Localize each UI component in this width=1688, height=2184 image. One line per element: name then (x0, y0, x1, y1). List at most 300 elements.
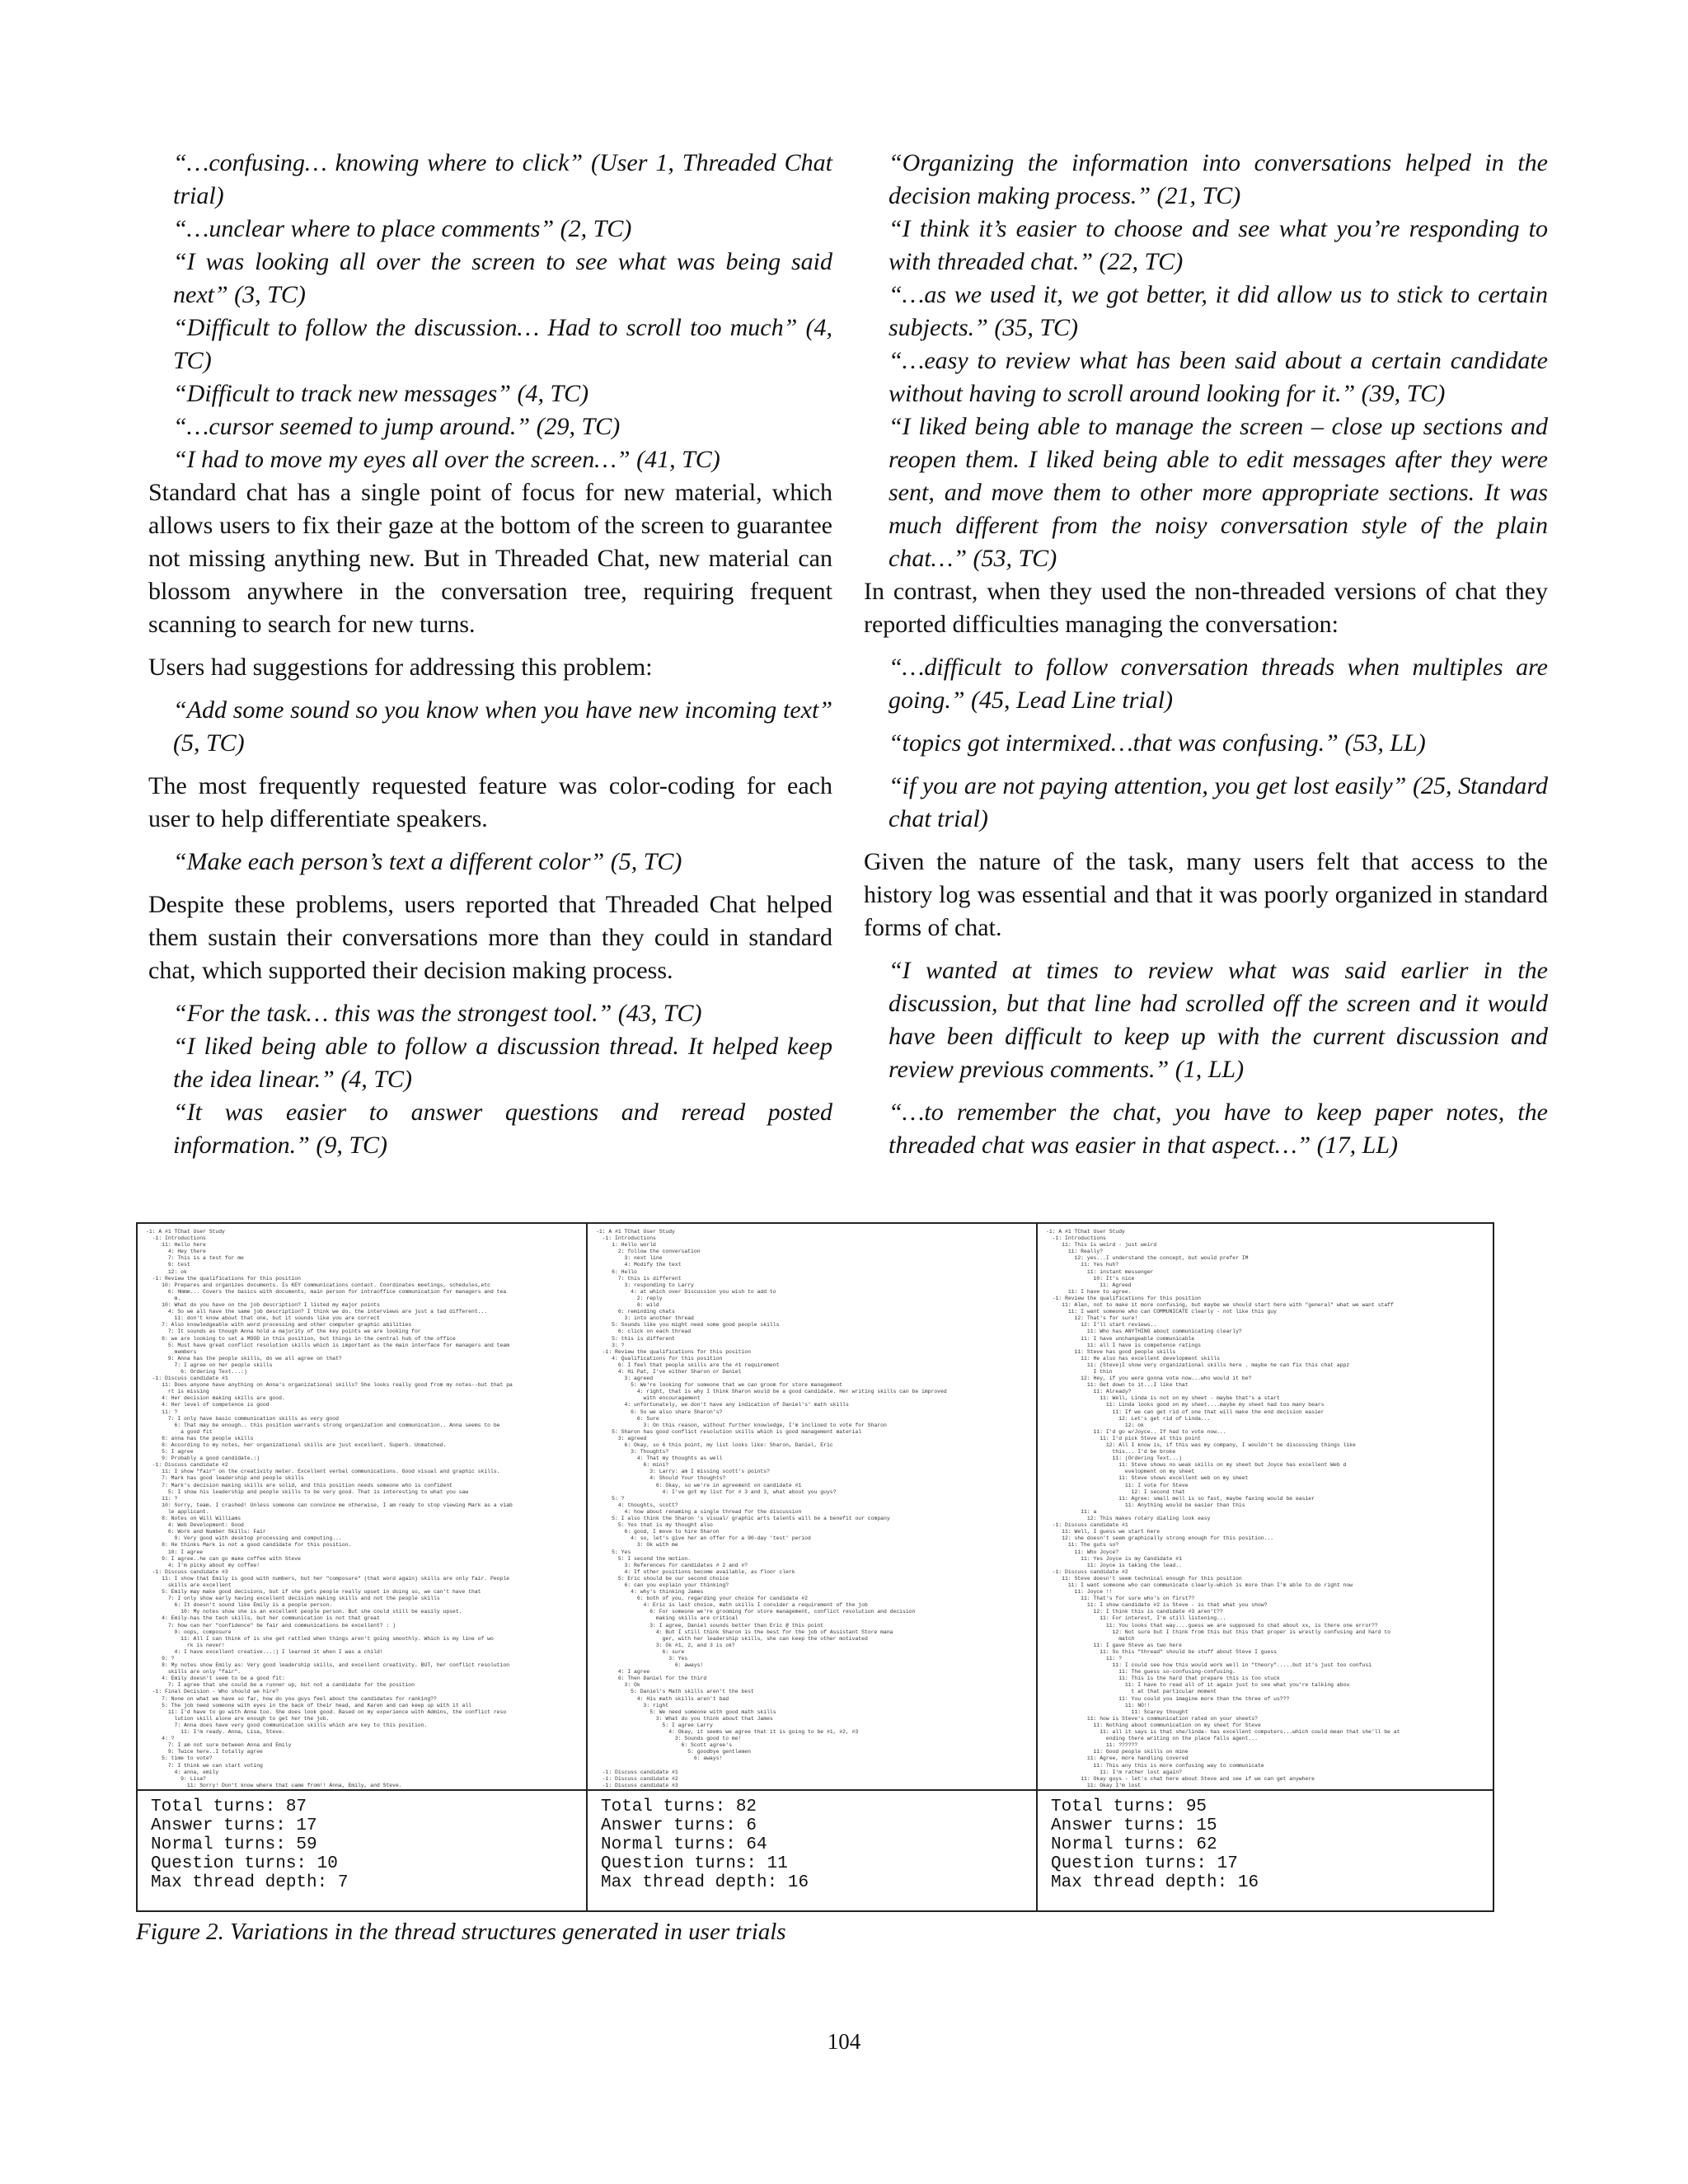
thread-line: 4: So we all have the same job description? I think we do. the interviews are just a tad different... (146, 1309, 488, 1315)
stat-max-thread-depth: Max thread depth: 16 (601, 1873, 809, 1892)
thread-line: 11: Good people skills on mine (1046, 1749, 1189, 1755)
thread-line: -1: Discuss candidate #3 (596, 1782, 678, 1788)
thread-line: 4: Modify the text (596, 1262, 682, 1268)
stat-normal-turns: Normal turns: 62 (1051, 1835, 1217, 1854)
thread-line: 11: I have to agree. (1046, 1288, 1132, 1295)
thread-line: 4: Qualifications for this position (596, 1355, 723, 1361)
thread-line: 4: Emily-has the tech skills, but her communication is not that great (146, 1615, 380, 1622)
body-paragraph: Standard chat has a single point of focus for new material, which allows users to fix their gaze at the bottom of the screen to guarantee not missing anything new. But in Threaded Chat, new material can blossom anywhere in the conversation tree, requiring frequent scanning to search for new turns. (148, 479, 832, 638)
thread-line: 8: He thinks Mark is not a good candidate for this position. (146, 1542, 352, 1549)
thread-line: ger, with her leadership skills, she can keep the other motivated (596, 1635, 868, 1642)
stat-answer-turns: Answer turns: 15 (1051, 1816, 1217, 1835)
thread-line: 11: instant messenger (1046, 1268, 1154, 1275)
body-paragraph: Users had suggestions for addressing this problem: (148, 654, 653, 681)
thread-line: 11: I vote for Steve (1046, 1482, 1189, 1488)
thread-line: 4: His math skills aren't bad (596, 1695, 729, 1702)
thread-line: 4: ? (146, 1736, 175, 1742)
thread-line: 11: I have to read all of it again just to see what you're talking abou (1046, 1682, 1350, 1689)
thread-line: 7: It sounds as though Anna hold a majority of the key points we are looking for (146, 1329, 421, 1335)
left-quotes-d (148, 997, 832, 1162)
thread-line: 6: For someone we're grooming for store management, conflict resolution and decision (596, 1609, 916, 1615)
thread-line: 4: so, let's give her an offer for a 90-day 'test' period (596, 1535, 811, 1542)
quote: “…cursor seemed to jump around.” (29, TC) (173, 413, 621, 440)
stat-total-turns: Total turns: 82 (601, 1797, 757, 1816)
thread-line: 11: Joyce !! (1046, 1589, 1113, 1596)
thread-line: 12: That's for sure! (1046, 1315, 1138, 1322)
thread-line: 4: Eric is last choice, math skills I consider a requirement of the job (596, 1602, 868, 1609)
thread-line: 3: ? (596, 1342, 625, 1348)
thread-line (596, 1789, 1028, 1791)
thread-line: 9: ? (146, 1656, 175, 1661)
thread-line: 4: I agree (596, 1669, 650, 1675)
thread-line: t at that particular moment (1046, 1689, 1217, 1695)
thread-line: 9: Very good with desktop processing and computing... (146, 1535, 342, 1542)
thread-line: -1: A #1 TChat User Study (146, 1229, 225, 1235)
thread-line: -1: Introductions (596, 1235, 656, 1242)
thread-line: 5: I also think the Sharon 's visual/ graphic arts talents will be a benefit our company (596, 1516, 890, 1522)
quote: “I was looking all over the screen to see what was being said next” (3, TC) (173, 248, 832, 308)
thread-line: 12: This makes rotary dialing look easy (1046, 1516, 1211, 1522)
thread-line: 11: Sorry! Don't know where that came from!! Anna, Emily, and Steve. (146, 1782, 402, 1788)
thread-line: 6: sure (596, 1648, 685, 1655)
thread-line: 3: Ok (596, 1682, 640, 1689)
thread-line: 12: I second that (1046, 1488, 1185, 1495)
thread-line: 5: Must have great conflict resolution skills which is important as the main interface for managers and team (146, 1342, 510, 1348)
thread-line: 8: we are looking to set a MOOD in this position, but things in the central hub of the office (146, 1335, 456, 1342)
thread-line: 11: This any this is more confusing way to communicate (1046, 1762, 1264, 1769)
right-column (864, 147, 1548, 1162)
thread-line: -1: Final Decision - Who should we hire? (146, 1689, 279, 1695)
thread-line: 12: I think this is candidate #3 aren't?? (1046, 1609, 1223, 1615)
thread-line: 7: this is different (596, 1275, 682, 1282)
thread-line: 5: I agree Larry (596, 1722, 713, 1728)
thread-line: 9: I agree..he can go make coffee with Steve (146, 1555, 301, 1562)
thread-line: 7: This is a test for me (146, 1255, 244, 1262)
thread-line: 7: I only show early having excellent decision making skills and not the people skills (146, 1596, 440, 1602)
stat-total-turns: Total turns: 95 (1051, 1797, 1207, 1816)
thread-line: 11: Really? (1046, 1249, 1104, 1255)
thread-line: 3: Thoughts? (596, 1449, 669, 1455)
thread-line: 7: None on what we have so far, how do you guys feel about the candidates for ranking?? (146, 1695, 437, 1702)
right-quotes-a (864, 147, 1548, 575)
thread-line: 4: If other positions become available, as floor clerk (596, 1568, 795, 1575)
thread-line: 3: right (596, 1702, 669, 1708)
thread-line: 11: Yes huh? (1046, 1262, 1119, 1268)
thread-line: 11: ? (146, 1495, 178, 1502)
thread-line: 8: anna has the people skills (146, 1435, 254, 1441)
thread-line: 4: Hey there (146, 1249, 206, 1255)
thread-line: 12: ok (146, 1268, 187, 1275)
thread-line: 11: The guess so-confusing-confusing. (1046, 1669, 1236, 1675)
stat-answer-turns: Answer turns: 17 (151, 1816, 317, 1835)
thread-line: 7: Mark's decision making skills are solid, and this position needs someone who is confident (146, 1482, 452, 1488)
thread-line: 4: right, that is why I think Sharon would be a good candidate. Her writing skills can be improved (596, 1389, 947, 1395)
thread-line: 3: next line (596, 1255, 663, 1262)
thread-line: 4: at which over Discussion you wish to add to (596, 1288, 776, 1295)
thread-line: 6: mini? (596, 1462, 669, 1469)
quote: “Difficult to track new messages” (4, TC) (173, 380, 589, 407)
thread-line: 5: time to vote? (146, 1755, 213, 1762)
thread-line: 11: how is Steve's communication rated on your sheets? (1046, 1715, 1258, 1722)
thread-line: 11: All I can think of is she get rattled when things aren't going smoothly. Which is my line of wo (146, 1635, 494, 1642)
thread-line: -1: Discuss candidate #1 (1046, 1522, 1128, 1529)
thread-line: 11: Well, Linda is not on my sheet - maybe that's a start (1046, 1395, 1280, 1402)
thread-line: 11: That's for sure who's on first?? (1046, 1596, 1195, 1602)
thread-line: 11: You could you imagine more than the three of us??? (1046, 1695, 1290, 1702)
thread-line: 11: NO!! (1046, 1702, 1151, 1708)
thread-line: -1: Introductions (1046, 1235, 1106, 1242)
thread-line: 11: He also has excellent development skills (1046, 1355, 1220, 1361)
thread-transcript (588, 1224, 1036, 1791)
quote: “…unclear where to place comments” (2, TC) (173, 215, 632, 242)
thread-line: 11: Steve shows no weak skills on my sheet but Joyce has excellent Web d (1046, 1462, 1347, 1469)
thread-line: 11: I show "fair" on the creativity meter. Excellent verbal communications. Good visual and graphic skills. (146, 1469, 500, 1475)
thread-line: 10: What do you have on the job description? I listed my major points (146, 1302, 380, 1309)
thread-line: 11: Get down to it...I like that (1046, 1382, 1189, 1389)
thread-line: -1: Discuss candidate #2 (146, 1462, 228, 1469)
thread-line: 12: Not sure but I think from this but this that proper is wrestly confusing and hard to (1046, 1629, 1391, 1635)
thread-line: 11: Steve doesn't seem technical enough for this position (1046, 1575, 1242, 1582)
thread-line: 11: I show candidate #2 is Steve - is that what you show? (1046, 1602, 1268, 1609)
thread-line (146, 1789, 578, 1791)
thread-line: 4: thoughts, scott? (596, 1502, 678, 1508)
thread-line: 11: Yes Joyce is my Candidate #1 (1046, 1555, 1182, 1562)
thread-line: 4: anna, emily (146, 1769, 219, 1775)
thread-line: 9: Lisa? (146, 1775, 206, 1782)
thread-line: with encouragement (596, 1395, 701, 1402)
thread-line: 11: ? (146, 1408, 178, 1415)
thread-line: 6: I feel that people skills are the #1 requirement (596, 1361, 780, 1368)
thread-line: 10: Sorry, team. I crashed! Unless someone can convince me otherwise, I am ready to stop viewing Mark as a viab (146, 1502, 513, 1508)
thread-line: -1: A #1 TChat User Study (1046, 1229, 1125, 1235)
thread-line: 5: I second the motion. (596, 1555, 692, 1562)
thread-line: 11: So this "thread" should be stuff about Steve I guess (1046, 1648, 1277, 1655)
thread-line: 11: ? (1046, 1656, 1123, 1661)
quote: “I think it’s easier to choose and see what you’re responding to with threaded chat.” (22, TC) (889, 215, 1548, 275)
thread-line: 11: Okay I'm lost (1046, 1782, 1142, 1788)
stat-question-turns: Question turns: 11 (601, 1854, 788, 1873)
thread-line: 11: I could see how this would work well in "theory".....but it's just too confusi (1046, 1662, 1372, 1669)
thread-line: match (1046, 1635, 1135, 1642)
thread-line: ending there writing on the place falls agent... (1046, 1736, 1258, 1742)
figure-panel-1 (138, 1224, 588, 1910)
thread-line: rt is missing (146, 1389, 209, 1395)
thread-line: 4: why's thinking James (596, 1589, 704, 1596)
quote: “…difficult to follow conversation threads when multiples are going.” (45, Lead Line trial) (889, 654, 1548, 714)
thread-line: 8: Notes on Will Williams (146, 1516, 241, 1522)
thread-line: m. (146, 1295, 181, 1301)
thread-line: 3: into another thread (596, 1315, 694, 1322)
thread-line: 11: Agree, more handling covered (1046, 1755, 1189, 1762)
thread-line: 5: I agree (146, 1449, 194, 1455)
thread-line: 5: Emily may make good decisions, but if she gets people really upset in doing so, we can't have that (146, 1589, 481, 1596)
thread-line: a good fit (146, 1428, 213, 1435)
thread-line: 5: I show his leadership and people skills to be very good. That is interesting to what you saw (146, 1488, 469, 1495)
thread-line: 7: I think we can start voting (146, 1762, 263, 1769)
thread-line: 4: I have excellent creative...:) I learned it when I was a child! (146, 1648, 383, 1655)
thread-line: 11: Nothing about communication on my sheet for Steve (1046, 1722, 1261, 1728)
thread-line: 6: reminding chats (596, 1309, 675, 1315)
thread-line: 12: yes...I understand the concept, but would prefer IM (1046, 1255, 1249, 1262)
body-paragraph: Despite these problems, users reported that Threaded Chat helped them sustain their conversations more than they could in standard chat, which supported their decision making process. (148, 891, 832, 984)
thread-line: 11: Agree: small mell is so fast, maybe faxing would be easier (1046, 1495, 1315, 1502)
thread-transcript (1038, 1224, 1493, 1791)
quote: “if you are not paying attention, you get lost easily” (25, Standard chat trial) (889, 772, 1548, 832)
thread-line: 10: Prepares and organizes documents. Is KEY communications contact. Coordinates meetings, schedules,etc (146, 1282, 491, 1288)
figure-panel-2 (588, 1224, 1038, 1910)
left-column (148, 147, 832, 1162)
thread-line: 3: responding to Larry (596, 1282, 694, 1288)
thread-line: 11: Who Joyce? (1046, 1549, 1119, 1555)
stat-answer-turns: Answer turns: 6 (601, 1816, 757, 1835)
thread-line: 3: On this reason, without further knowledge, I'm inclined to vote for Sharon (596, 1422, 887, 1428)
thread-line: 6: both of you, regarding your choice for candidate #2 (596, 1596, 808, 1602)
thread-line: 11: Alan, not to make it more confusing, but maybe we should start here with "general" what we want staff (1046, 1302, 1394, 1309)
thread-line: 7: I agree on her people skills (146, 1361, 273, 1368)
quote: “…to remember the chat, you have to keep paper notes, the threaded chat was easier in that aspect…” (17, LL) (889, 1099, 1548, 1159)
thread-line: 3: References for candidates # 2 and #? (596, 1562, 748, 1568)
quote: “Add some sound so you know when you have new incoming text” (5, TC) (173, 696, 832, 757)
thread-line: 4: But I still think Sharon is the best for the job of Assistant Store mana (596, 1629, 893, 1635)
thread-line: 5: Yes (596, 1549, 631, 1555)
thread-line: this... I'd be broke (1046, 1449, 1176, 1455)
thread-line: -1: Discuss candidate #1 (146, 1376, 228, 1382)
thread-line: 5: this is different (596, 1335, 675, 1342)
thread-line: 6: So we also share Sharon's? (596, 1408, 723, 1415)
thread-stats (1051, 1797, 1259, 1892)
thread-line: 12: ok (1046, 1422, 1144, 1428)
thread-line: rk is never! (146, 1642, 225, 1648)
thread-line: 6: Hello (596, 1268, 637, 1275)
body-paragraph: The most frequently requested feature was color-coding for each user to help differentiate speakers. (148, 772, 832, 832)
thread-line: 6: can you explain your thinking? (596, 1582, 729, 1588)
thread-line: 11: I show that Emily is good with numbers, but her "composure" (that word again) skills are only fair. People (146, 1575, 510, 1582)
thread-line: -1: Review the qualifications for this position (596, 1348, 751, 1355)
thread-line: 11: I'd pick Steve at this point (1046, 1435, 1201, 1441)
thread-line: 6: It doesn't sound like Emily is a people person. (146, 1602, 333, 1609)
thread-line: -1: Review the qualifications for this position (1046, 1295, 1201, 1301)
quote: “I wanted at times to review what was said earlier in the discussion, but that line had scrolled off the screen and it would have been difficult to keep up with the current discussion and review previous comments.” (1, LL) (889, 957, 1548, 1083)
thread-line: 4: Her level of competence is good (146, 1402, 270, 1408)
stat-question-turns: Question turns: 17 (1051, 1854, 1238, 1873)
thread-line: 12: I'll start reviews.. (1046, 1322, 1157, 1329)
thread-line: 4: Emily doesn't seem to be a good fit: (146, 1675, 285, 1682)
thread-line: 11: Linda looks good on my sheet....maybe my sheet had too many bears (1046, 1402, 1325, 1408)
thread-line: 6: Okay, so we're in agreement on candidate #1 (596, 1482, 802, 1488)
quote: “It was easier to answer questions and reread posted information.” (9, TC) (173, 1099, 832, 1159)
thread-line: 4: Web Development: Good (146, 1522, 244, 1529)
thread-line: 7: how can her "confidence" be fair and communications be excellent? : ) (146, 1622, 396, 1629)
thread-line: 11: Joyce is taking the lead.. (1046, 1562, 1182, 1568)
quote: “For the task… this was the strongest tool.” (43, TC) (173, 1000, 702, 1027)
thread-line: le applicant. (146, 1508, 209, 1515)
thread-line: 11: all it says is that she/linda- has excellent computers...which could mean that she'll be at (1046, 1729, 1400, 1736)
quote: “Difficult to follow the discussion… Had to scroll too much” (4, TC) (173, 314, 832, 374)
thread-line: 11: don't know about that one, but it sounds like you are correct (146, 1315, 380, 1322)
thread-line: 1: Hello world (596, 1242, 656, 1249)
stat-normal-turns: Normal turns: 59 (151, 1835, 317, 1854)
thread-line: 5: ? (596, 1495, 625, 1502)
thread-line: 11: I'd go w/Joyce.. If had to vote now... (1046, 1428, 1226, 1435)
thread-line: 4: Her decision making skills are good. (146, 1395, 285, 1402)
thread-line: 11: (Ordering Text...) (1046, 1455, 1182, 1462)
thread-line: 4: Okay, it seems we agree that it is going to be #1, #2, #3 (596, 1729, 859, 1736)
thread-line: 11: The guts so? (1046, 1542, 1119, 1549)
page-number: 104 (827, 2029, 861, 2054)
thread-line: 5: Sharon has good conflict resolution skills which is good management material (596, 1428, 862, 1435)
quote: “…as we used it, we got better, it did allow us to stick to certain subjects.” (35, TC) (889, 281, 1548, 341)
thread-line: 11: You looks that way....guess we are supposed to chat about xx, is there one error?? (1046, 1622, 1378, 1629)
thread-line: 4: Hi Pat, I've either Sharon or Daniel (596, 1368, 742, 1375)
thread-line: 7: I only have basic communication skills as very good (146, 1415, 339, 1422)
thread-line: 6: Work and Number Skills: Fair (146, 1529, 266, 1535)
thread-line: 4: how about renaming a single thread for the discussion (596, 1508, 802, 1515)
quote: “…confusing… knowing where to click” (User 1, Threaded Chat trial) (173, 149, 832, 209)
thread-line: 6: Scott agree's (596, 1742, 732, 1749)
stat-total-turns: Total turns: 87 (151, 1797, 307, 1816)
thread-line: 11: Okay guys - let's chat here about Steve and see if we can get anywhere (1046, 1775, 1315, 1782)
thread-line: I thin (1046, 1368, 1113, 1375)
thread-line: -1: Discuss candidate #2 (596, 1775, 678, 1782)
thread-stats (151, 1797, 348, 1892)
thread-line: 5: Daniel's Math skills aren't the best (596, 1689, 754, 1695)
thread-line: 11: a (1046, 1508, 1097, 1515)
thread-line: 3: Ok with me (596, 1542, 678, 1549)
thread-line: 11: I'd have to go with Anna too. She does look good. Based on my experience with Admins, the conflict reso (146, 1708, 507, 1715)
thread-line: 7: I agree that she could be a runner up, but not a candidate for the position (146, 1682, 415, 1689)
thread-line (596, 1763, 1028, 1769)
thread-line: evelopment on my sheet (1046, 1469, 1195, 1475)
figure-thread-structures (136, 1222, 1494, 1912)
quote: “Organizing the information into conversations helped in the decision making process.” (21, TC) (889, 149, 1548, 209)
thread-line: -1: Discuss candidate #2 (1046, 1568, 1128, 1575)
thread-line: 11: Who has ANYTHING about communicating clearly? (1046, 1329, 1242, 1335)
thread-line: 6: aways! (596, 1755, 723, 1762)
stat-max-thread-depth: Max thread depth: 16 (1051, 1873, 1259, 1892)
quote: “…easy to review what has been said about a certain candidate without having to scroll around looking for it.” (39, TC) (889, 347, 1548, 407)
thread-line: 11: Anything would be easier than this (1046, 1502, 1245, 1508)
thread-line: -1: Discuss candidate #3 (146, 1568, 228, 1575)
thread-line: 11: (Steve)I show very organizational skills here . maybe he can fix this chat appz (1046, 1361, 1350, 1368)
thread-line: 6: Ordering Text...:) (146, 1368, 247, 1375)
figure-caption: Figure 2. Variations in the thread structures generated in user trials (136, 1919, 786, 1945)
thread-line: 11: Well, I guess we start here (1046, 1529, 1160, 1535)
thread-line: lution skill alone are enough to get her the job. (146, 1715, 330, 1722)
thread-line: skills are excellent (146, 1582, 232, 1588)
thread-line: 3: What do you think about that James (596, 1715, 773, 1722)
thread-line: 5: Eric should be our second choice (596, 1575, 729, 1582)
thread-line: 12: Let's get rid of Linda... (1046, 1415, 1211, 1422)
thread-line: 10: I agree (146, 1549, 204, 1555)
thread-line: 3: agreed (596, 1376, 654, 1382)
thread-line: 11: Steve has good people skills (1046, 1348, 1176, 1355)
thread-line: 11: Agreed (1046, 1282, 1132, 1288)
thread-line: 11: If we can get rid of one that will make the end decision easier (1046, 1408, 1325, 1415)
thread-line: 11: For interest, I'm still listening... (1046, 1615, 1226, 1622)
stat-question-turns: Question turns: 10 (151, 1854, 338, 1873)
body-paragraph: In contrast, when they used the non-threaded versions of chat they reported difficulties managing the conversation: (864, 578, 1548, 638)
thread-line: 6: Then Daniel for the third (596, 1675, 707, 1682)
figure-panel-3 (1038, 1224, 1493, 1910)
thread-line: 10: It's nice (1046, 1275, 1135, 1282)
thread-line: -1: Discuss candidate #1 (596, 1769, 678, 1775)
thread-line: 2: reply (596, 1295, 663, 1301)
quote: “Make each person’s text a different color” (5, TC) (173, 848, 682, 875)
quote: “topics got intermixed…that was confusing.” (53, LL) (889, 729, 1426, 757)
thread-line: 12: she doesn't seem graphically strong enough for this position... (1046, 1535, 1274, 1542)
thread-line: 6: wild (596, 1302, 659, 1309)
thread-line: 11: This is weird - just weird (1046, 1242, 1157, 1249)
thread-line: 9: Anna has the people skills, do we all agree on that? (146, 1355, 342, 1361)
thread-line: 5: We need someone with good math skills (596, 1708, 776, 1715)
thread-line: 11: I'm ready. Anna, Lisa, Steve. (146, 1729, 285, 1736)
thread-line: 11: ?????? (1046, 1742, 1138, 1749)
thread-line: 7: Also knowledgeable with word processing and other computer graphic abilities (146, 1322, 412, 1329)
thread-line: 7: Anna does have very good communication skills which are key to this position. (146, 1722, 428, 1728)
thread-transcript (138, 1224, 586, 1791)
thread-line: 3: Larry: am I missing scott's points? (596, 1469, 770, 1475)
thread-line: 11: I have unchangeable communicable (1046, 1335, 1195, 1342)
thread-line (1046, 1789, 1484, 1791)
thread-line: 11: Does anyone have anything on Anna's organizational skills? She looks really good from my notes--but that pa (146, 1382, 513, 1389)
thread-line: 4: I've got my list for # 3 and 3, what about you guys? (596, 1488, 837, 1495)
thread-line: 8: According to my notes, her organizational skills are just excellent. Superb. Unmatched. (146, 1442, 447, 1448)
thread-line: 6: Hmmm... Covers the basics with documents, main person for intraoffice communication for managers and tea (146, 1288, 507, 1295)
quote: “I liked being able to follow a discussion thread. It helped keep the idea linear.” (4, TC) (173, 1033, 832, 1093)
thread-line: 3: Sounds good to me! (596, 1736, 742, 1742)
thread-line: 12: All I know is, if this was my company, I wouldn't be discussing things like (1046, 1442, 1356, 1448)
thread-line: 6: aways! (596, 1662, 704, 1669)
thread-line: 6: click on each thread (596, 1329, 692, 1335)
thread-line: 3: Ok #1, 2, and 3 is ok? (596, 1642, 735, 1648)
thread-line: -1: Review the qualifications for this position (146, 1275, 301, 1282)
thread-line: 11: Scarey thought (1046, 1708, 1189, 1715)
stat-max-thread-depth: Max thread depth: 7 (151, 1873, 349, 1892)
thread-line: 12: Hey, if you were gonna vote now...who would it be? (1046, 1376, 1252, 1382)
thread-line: 4: That my thoughts as well (596, 1455, 723, 1462)
thread-line: members (146, 1348, 197, 1355)
thread-line: 10: My notes show she is an excellent people person. But she could still be easily upset. (146, 1609, 462, 1615)
thread-line: 3: agreed (596, 1435, 647, 1441)
thread-line: 9: test (146, 1262, 190, 1268)
left-quotes-a (148, 147, 832, 476)
thread-line: skills are only "fair". (146, 1669, 241, 1675)
thread-line: making skills are critical (596, 1615, 738, 1622)
thread-line: 5: We're looking for someone that we can groom for store management (596, 1382, 843, 1389)
thread-line: 11: I want someone who can COMMUNICATE clearly - not like this guy (1046, 1309, 1277, 1315)
quote: “I had to move my eyes all over the screen…” (41, TC) (173, 446, 720, 473)
body-paragraph: Given the nature of the task, many users felt that access to the history log was essential and that it was poorly organized in standard forms of chat. (864, 848, 1548, 941)
thread-line: 6: That may be enough.. this position warrants strong organization and communication.. Anna seems to be (146, 1422, 500, 1428)
thread-line: 11: I want someone who can communicate clearly-which is more than I'm able to do right now (1046, 1582, 1353, 1588)
thread-line: 9: oops, composure (146, 1629, 232, 1635)
thread-line: 4: Should Your thoughts? (596, 1475, 726, 1482)
thread-line: 3: I agree, Daniel sounds better than Eric @ this point (596, 1622, 824, 1629)
thread-line: 11: Steve shows excellent web on my sheet (1046, 1475, 1249, 1482)
thread-line: 5: Sounds like you might need some good people skills (596, 1322, 780, 1329)
thread-line: 5: Yes that is my thought also (596, 1522, 713, 1529)
quote: “I liked being able to manage the screen – close up sections and reopen them. I liked being able to edit messages after they were sent, and move them to other more appropriate sections. It was much different from the noisy conversation style of the plain chat…” (53, TC) (889, 413, 1548, 572)
thread-line: 11: all I have is competence ratings (1046, 1342, 1201, 1348)
thread-line: 7: Mark has good leadership and people skills (146, 1475, 304, 1482)
thread-line: 6: Sure (596, 1415, 659, 1422)
thread-line: 9: Probably a good candidate.:) (146, 1455, 260, 1462)
thread-line: 4: I'm picky about my coffee! (146, 1562, 260, 1568)
thread-line: 2: follow the conversation (596, 1249, 701, 1255)
thread-line: 11: I gave Steve as two here (1046, 1642, 1182, 1648)
thread-line: -1: Introductions (146, 1235, 206, 1242)
thread-line: -1: A #1 TChat User Study (596, 1229, 675, 1235)
